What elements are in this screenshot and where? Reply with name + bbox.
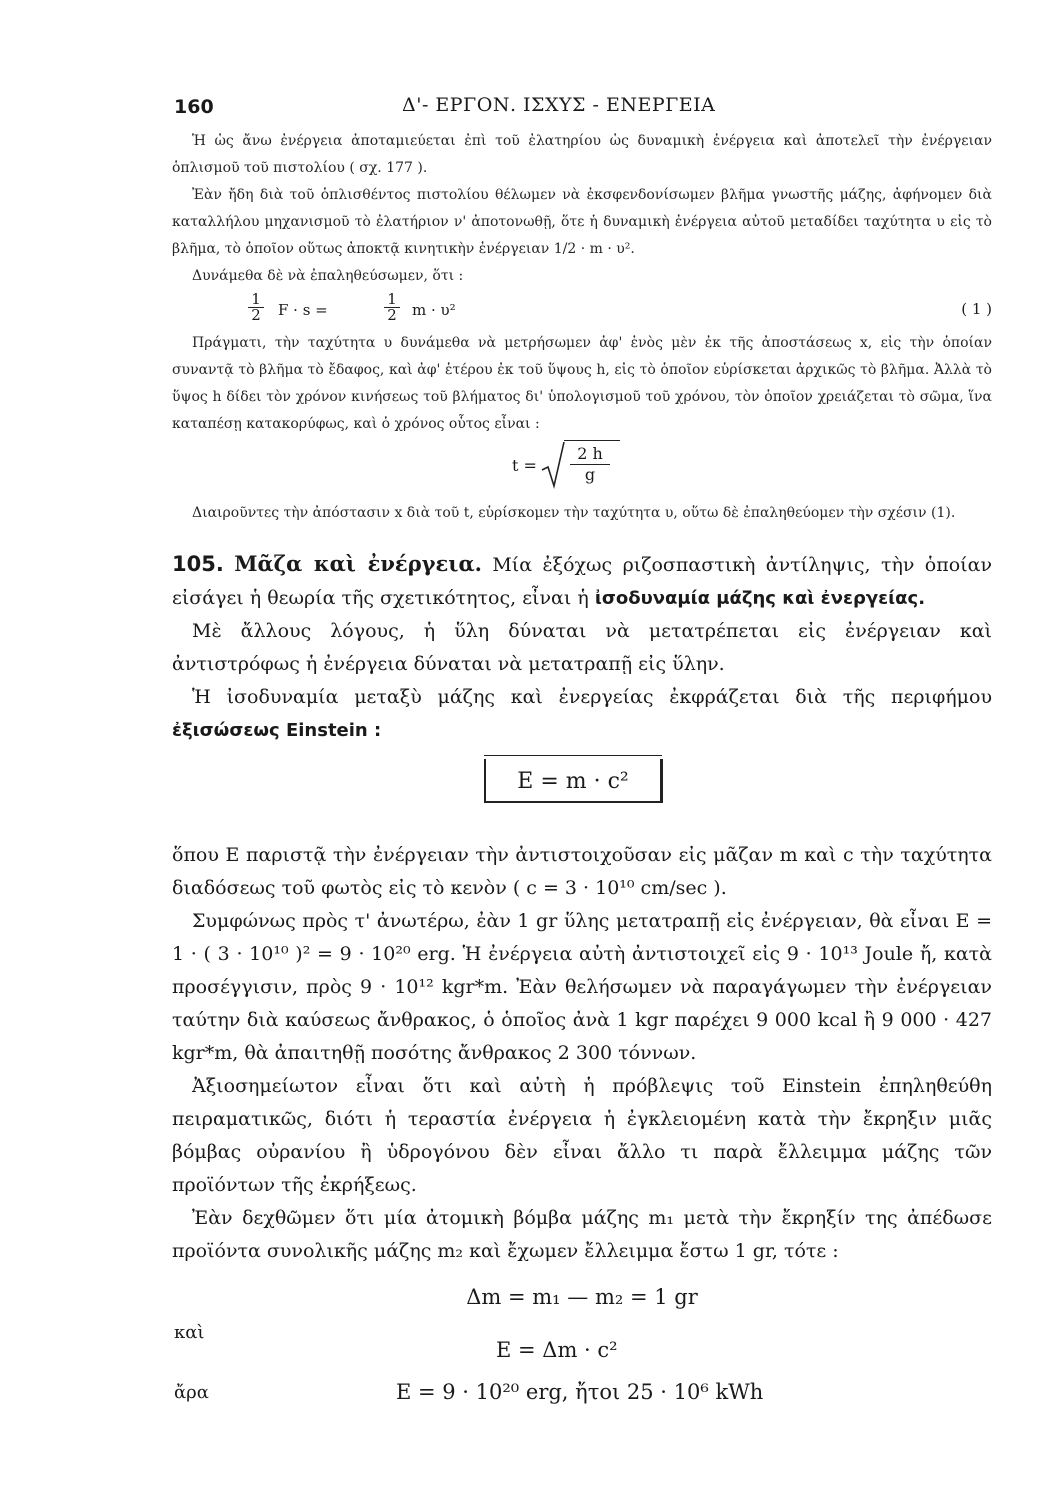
paragraph-measure-speed: Πράγματι, τὴν ταχύτητα υ δυνάμεθα νὰ μετρήσωμεν ἀφ' ἑνὸς μὲν ἐκ τῆς ἀποστάσεως x, εἰς τὴν ὁποίαν συναντᾷ τὸ βλῆμα τὸ ἔδαφος, καὶ ἀφ' ἑτέρου ἐκ τοῦ ὕψους h, εἰς τὸ ὁποῖον εὑρίσκεται ἀρχικῶς τὸ βλῆμα. Ἀλλὰ τὸ ὕψος h δίδει τὸν χρόνον κινήσεως τοῦ βλήματος δι' ὑπολογισμοῦ τοῦ χρόνου, τὸν ὁποῖον χρειάζεται τὸ σῶμα, ἵνα καταπέσῃ κατακορύφως, καὶ ὁ χρόνος οὗτος εἶναι : <box>172 335 992 432</box>
square-root-sign <box>540 440 566 490</box>
fraction-2h-over-g <box>570 444 610 485</box>
fraction-denominator: 2 <box>251 306 261 324</box>
section-title: Μᾶζα καὶ ἐνέργεια. <box>234 551 482 576</box>
paragraph-where: ὅπου E παριστᾷ τὴν ἐνέργειαν τὴν ἀντιστοιχοῦσαν εἰς μᾶζαν m καὶ c τὴν ταχύτητα διαδόσεως τοῦ φωτὸς εἰς τὸ κενὸν ( c = 3 · 10¹⁰ cm/sec ). <box>172 844 992 899</box>
equation-time <box>172 438 992 500</box>
paragraph-atomic-bomb: Ἐὰν δεχθῶμεν ὅτι μία ἀτομικὴ βόμβα μάζης m₁ μετὰ τὴν ἔκρηξίν της ἀπέδωσε προϊόντα συνολικῆς μάζης m₂ καὶ ἔχωμεν ἔλλειμμα ἔστω 1 gr, τότε : <box>172 1207 992 1262</box>
fraction-numerator: 2 h <box>577 444 603 463</box>
square-root-overline <box>564 440 620 441</box>
paragraph-verify: Δυνάμεθα δὲ νὰ ἐπαληθεύσωμεν, ὅτι : <box>192 268 464 284</box>
einstein-equation-label: ἐξισώσεως Einstein : <box>172 720 382 741</box>
box-top-rule <box>484 755 662 756</box>
time-lhs: t = <box>512 456 537 475</box>
section-key-phrase: ἰσοδυναμία μάζης καὶ ἐνεργείας. <box>594 588 926 609</box>
equation-mass-defect: Δm = m₁ — m₂ = 1 gr <box>466 1285 698 1309</box>
paragraph-spring-energy: Ἡ ὡς ἄνω ἐνέργεια ἀποταμιεύεται ἐπὶ τοῦ ἐλατηρίου ὡς δυναμικὴ ἐνέργεια καὶ ἀποτελεῖ τὴν ἐνέργειαν ὁπλισμοῦ τοῦ πιστολίου ( σχ. 177 ). <box>172 133 992 176</box>
running-title: Δ'- ΕΡΓΟΝ. ΙΣΧΥΣ - ΕΝΕΡΓΕΙΑ <box>402 94 716 116</box>
paragraph-conversion: Μὲ ἄλλους λόγους, ἡ ὕλη δύναται νὰ μετατρέπεται εἰς ἐνέργειαν καὶ ἀντιστρόφως ἡ ἐνέργεια δύναται νὰ μετατραπῇ εἰς ὕλην. <box>172 620 992 675</box>
section-lead: Μία ἐξόχως ριζοσπαστικὴ ἀντίληψις, τὴν ὁποίαν εἰσάγει ἡ θεωρία τῆς σχετικότητος, εἶναι ἡ <box>172 554 992 609</box>
equation-energy: E = Δm · c² <box>496 1338 618 1362</box>
equation-1 <box>172 290 992 330</box>
fraction-numerator: 1 <box>251 290 261 308</box>
equation-row-result <box>172 1378 992 1420</box>
fraction-denominator: g <box>584 465 596 484</box>
equation-1-lhs: F · s = <box>278 301 328 319</box>
paragraph-einstein-intro <box>172 681 992 747</box>
einstein-equation: E = m · c² <box>484 759 663 803</box>
paragraph-projectile: Ἐὰν ἤδη διὰ τοῦ ὁπλισθέντος πιστολίου θέλωμεν νὰ ἐκσφενδονίσωμεν βλῆμα γνωστῆς μάζης, ἀφήνομεν διὰ καταλλήλου μηχανισμοῦ τὸ ἐλατήριον ν' ἀποτονωθῇ, ὅτε ἡ δυναμικὴ ἐνέργεια αὐτοῦ μεταδίδει ταχύτητα υ εἰς τὸ βλῆμα, τὸ ὁποῖον οὕτως ἀποκτᾷ κινητικὴν ἐνέργειαν 1/2 · m · υ². <box>172 187 992 257</box>
book-page <box>172 92 992 1420</box>
equation-1-rhs: m · υ² <box>412 301 456 319</box>
label-kai: καὶ <box>174 1322 205 1343</box>
section-105-heading <box>172 547 992 615</box>
equation-result: E = 9 · 10²⁰ erg, ἤτοι 25 · 10⁶ kWh <box>396 1380 764 1404</box>
page-header <box>172 92 992 128</box>
fraction-half-right <box>384 292 400 323</box>
paragraph-divide: Διαιροῦντες τὴν ἀπόστασιν x διὰ τοῦ t, εὑρίσκομεν τὴν ταχύτητα υ, οὕτω δὲ ἐπαληθεύομεν τὴν σχέσιν (1). <box>192 505 956 521</box>
equation-number: ( 1 ) <box>961 300 992 318</box>
section-number: 105. <box>172 552 224 576</box>
label-ara: ἄρα <box>174 1382 209 1403</box>
paragraph-example: Συμφώνως πρὸς τ' ἀνωτέρω, ἐὰν 1 gr ὕλης μετατραπῇ εἰς ἐνέργειαν, θὰ εἶναι E = 1 · ( 3 · 10¹⁰ )² = 9 · 10²⁰ erg. Ἡ ἐνέργεια αὐτὴ ἀντιστοιχεῖ εἰς 9 · 10¹³ Joule ἤ, κατὰ προσέγγισιν, πρὸς 9 · 10¹² kgr*m. Ἐὰν θελήσωμεν νὰ παραγάγωμεν τὴν ἐνέργειαν ταύτην διὰ καύσεως ἄνθρακος, ὁ ὁποῖος ἀνὰ 1 kgr παρέχει 9 000 kcal ἢ 9 000 · 427 kgr*m, θὰ ἀπαιτηθῇ ποσότης ἄνθρακος 2 300 τόννων. <box>172 910 992 1064</box>
fraction-numerator: 1 <box>387 290 397 308</box>
equation-row-energy <box>172 1318 992 1360</box>
paragraph-verification: Ἀξιοσημείωτον εἶναι ὅτι καὶ αὐτὴ ἡ πρόβλεψις τοῦ Einstein ἐπηληθεύθη πειραματικῶς, διότι ἡ τεραστία ἐνέργεια ἡ ἐγκλειομένη κατὰ τὴν ἔκρηξιν μιᾶς βόμβας οὐρανίου ἢ ὑδρογόνου δὲν εἶναι ἄλλο τι παρὰ ἔλλειμμα μάζης τῶν προϊόντων τῆς ἐκρήξεως. <box>172 1075 992 1196</box>
boxed-equation-area <box>172 759 992 825</box>
page-number: 160 <box>174 96 214 118</box>
einstein-intro-text: Ἡ ἰσοδυναμία μεταξὺ μάζης καὶ ἐνεργείας ἐκφράζεται διὰ τῆς περιφήμου <box>192 686 992 708</box>
fraction-half-left <box>248 292 264 323</box>
fraction-denominator: 2 <box>387 306 397 324</box>
